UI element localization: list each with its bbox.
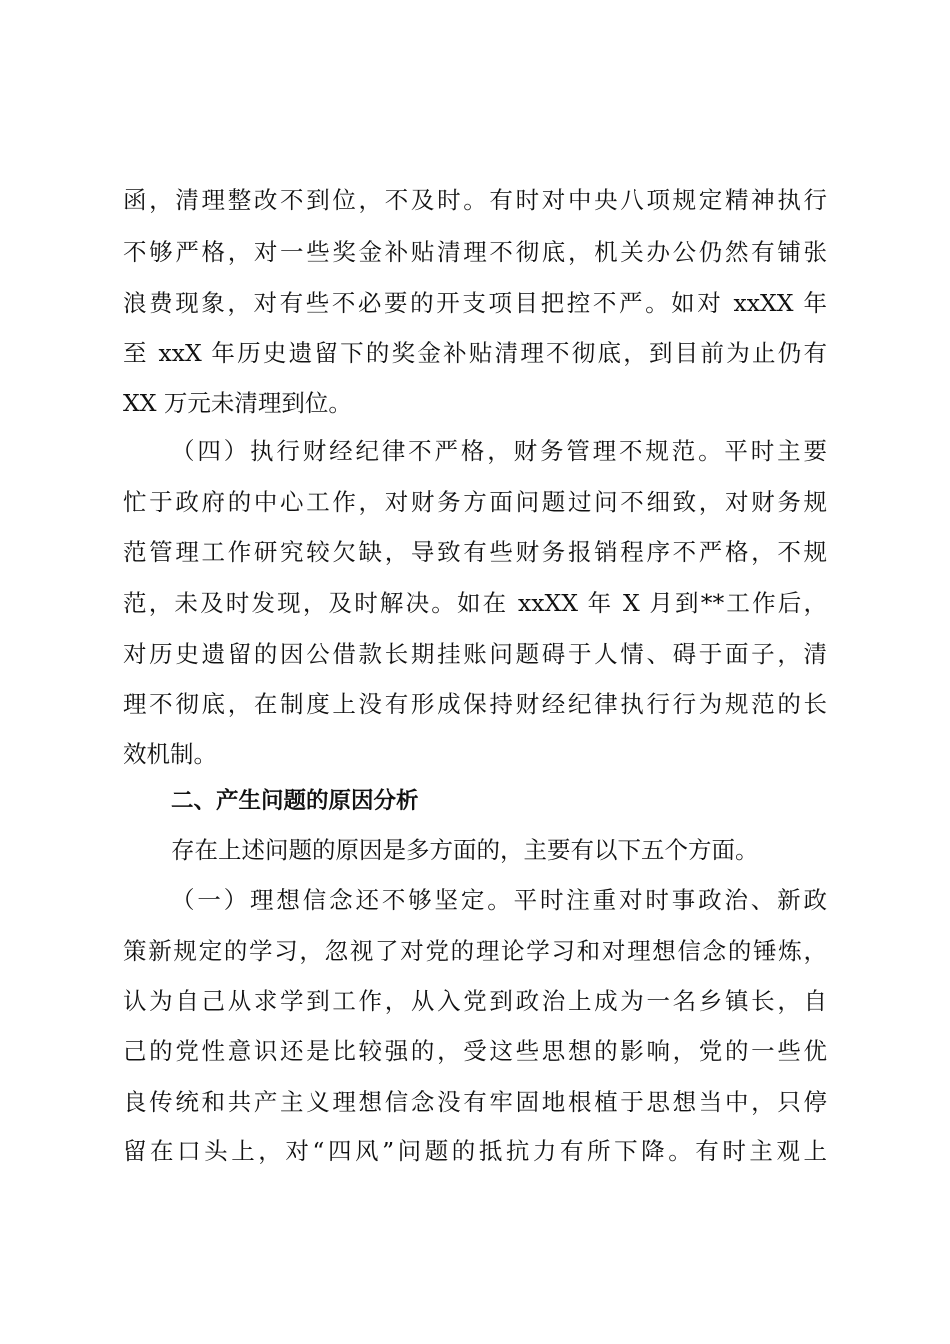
text-line: 效机制。 (123, 740, 217, 768)
text-line: 己的党性意识还是比较强的，受这些思想的影响，党的一些优 (123, 1037, 827, 1065)
text-line: 浪费现象，对有些不必要的开支项目把控不严。如对 xxXX 年 (123, 289, 827, 317)
paragraph-first-line: （四）执行财经纪律不严格，财务管理不规范。平时主要 (171, 437, 827, 465)
paragraph-first-line: （一）理想信念还不够坚定。平时注重对时事政治、新政 (171, 886, 827, 914)
text-line: 对历史遗留的因公借款长期挂账问题碍于人情、碍于面子，清 (123, 640, 827, 668)
text-line: 范管理工作研究较欠缺，导致有些财务报销程序不严格，不规 (123, 538, 827, 566)
text-line: 良传统和共产主义理想信念没有牢固地根植于思想当中，只停 (123, 1088, 827, 1116)
text-line: XX 万元未清理到位。 (123, 389, 352, 417)
text-line: 函，清理整改不到位，不及时。有时对中央八项规定精神执行 (123, 186, 827, 214)
paragraph-first-line: 存在上述问题的原因是多方面的，主要有以下五个方面。 (171, 836, 759, 864)
text-line: 留在口头上，对“四风”问题的抵抗力有所下降。有时主观上 (123, 1137, 827, 1165)
text-line: 认为自己从求学到工作，从入党到政治上成为一名乡镇长，自 (123, 987, 827, 1015)
text-line: 至 xxX 年历史遗留下的奖金补贴清理不彻底，到目前为止仍有 (123, 339, 827, 367)
text-line: 不够严格，对一些奖金补贴清理不彻底，机关办公仍然有铺张 (123, 238, 827, 266)
text-line: 范，未及时发现，及时解决。如在 xxXX 年 X 月到**工作后， (123, 589, 827, 617)
text-line: 策新规定的学习，忽视了对党的理论学习和对理想信念的锤炼， (123, 937, 827, 965)
text-line: 忙于政府的中心工作，对财务方面问题过问不细致，对财务规 (123, 488, 827, 516)
section-heading: 二、产生问题的原因分析 (171, 788, 419, 814)
text-line: 理不彻底，在制度上没有形成保持财经纪律执行行为规范的长 (123, 690, 827, 718)
